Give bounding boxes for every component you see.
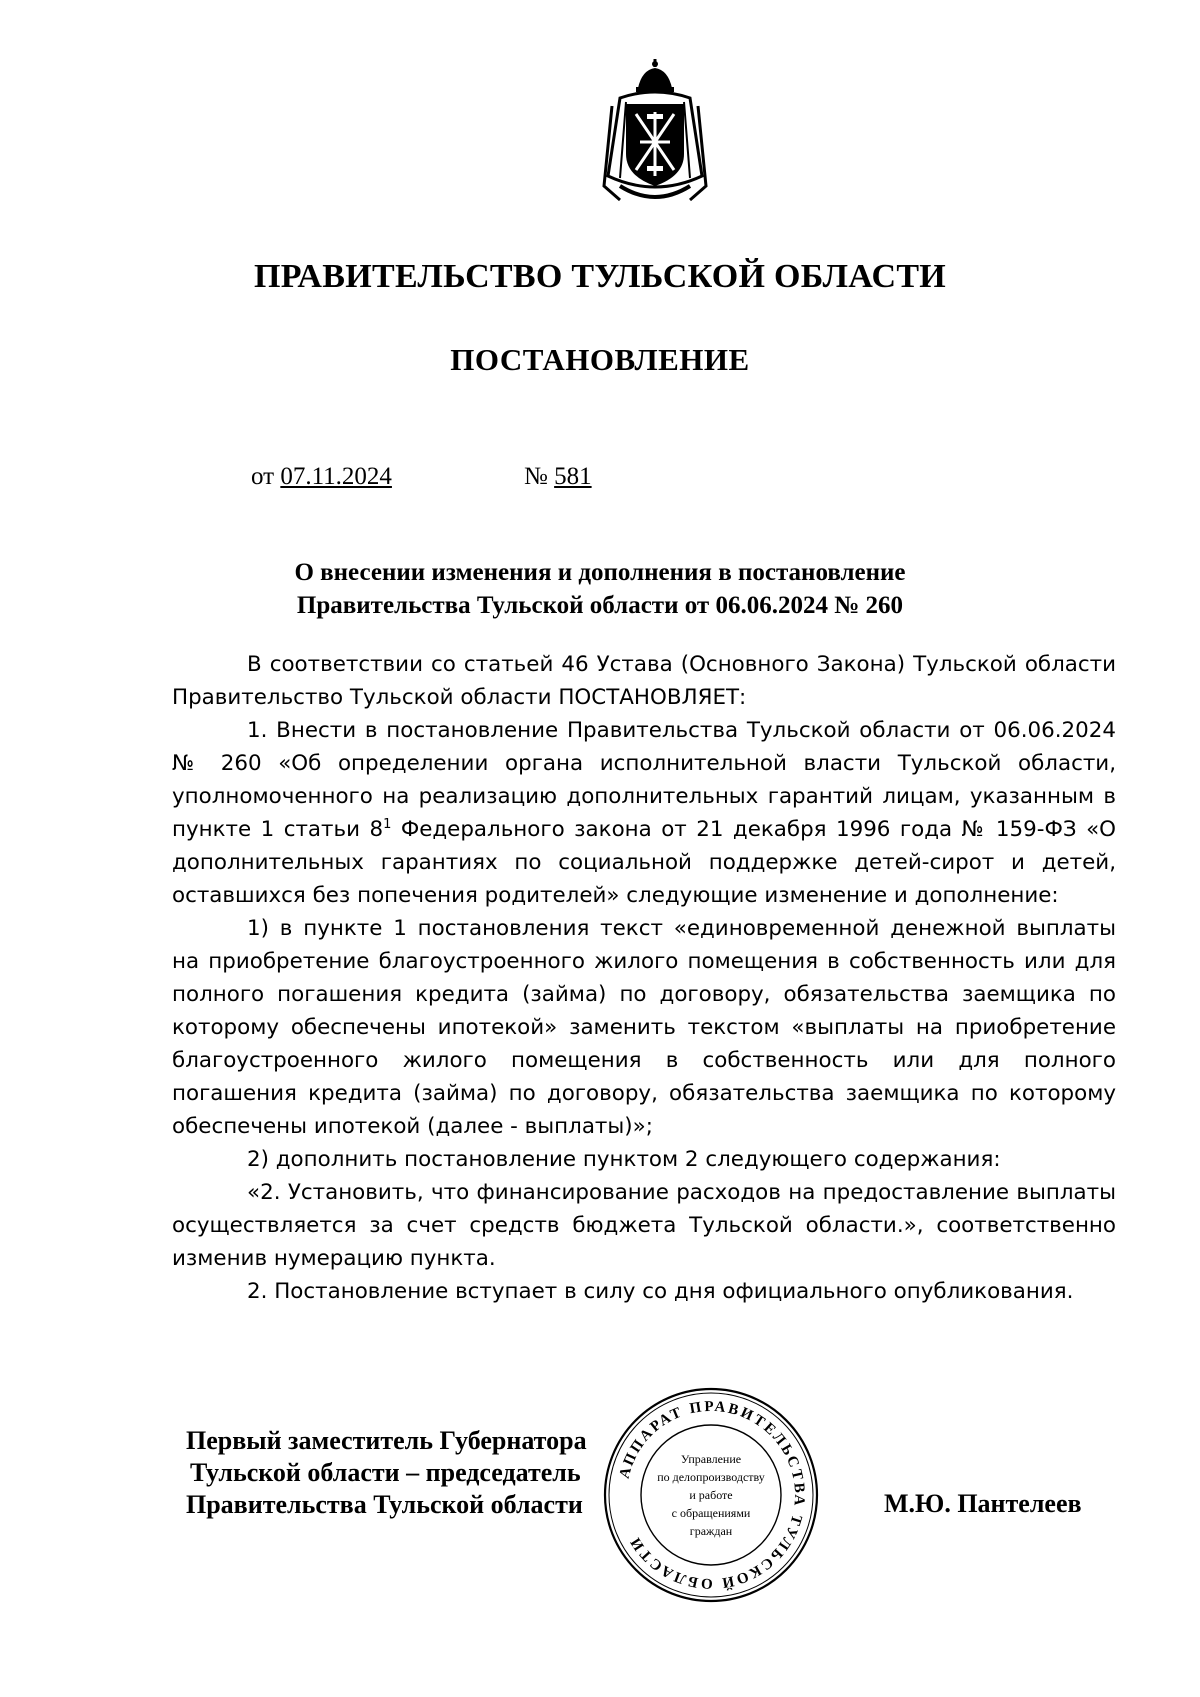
stamp-line-2: по делопроизводству [657,1470,765,1484]
signatory-line-3: Правительства Тульской области [186,1490,583,1519]
document-type: ПОСТАНОВЛЕНИЕ [450,342,750,377]
date-prefix: от [251,463,275,490]
body-paragraph-3: 1) в пункте 1 постановления текст «единовременной денежной выплаты на приобретение благоустроенного жилого помещения в собственность или для полного погашения кредита (займа) по договору, обязательства заемщика по которому обеспечены ипотекой» заменить текстом «выплаты на приобретение благоустроенного жилого помещения в собственность или для полного погашения кредита (займа) по договору, обязательства заемщика по которому обеспечены ипотекой (далее - выплаты)»; [172,916,1116,1139]
coat-of-arms-icon [590,58,720,208]
government-title: ПРАВИТЕЛЬСТВО ТУЛЬСКОЙ ОБЛАСТИ [253,258,947,295]
signatory-line-1: Первый заместитель Губернатора [186,1426,587,1455]
document-date [251,463,392,491]
number-prefix: № [524,463,548,490]
stamp-line-5: граждан [689,1524,733,1538]
document-number [524,463,592,491]
body-paragraph-2 [172,714,1116,912]
body-paragraph-4: 2) дополнить постановление пунктом 2 следующего содержания: [247,1147,1001,1172]
stamp-line-4: с обращениями [671,1506,751,1520]
stamp-ring-text: АППАРАТ ПРАВИТЕЛЬСТВА ТУЛЬСКОЙ ОБЛАСТИ [616,1398,808,1592]
signatory-position [186,1425,587,1521]
signatory-name: М.Ю. Пантелеев [884,1489,1082,1518]
number-value: 581 [554,463,592,490]
subject-line-2: Правительства Тульской области от 06.06.2024 № 260 [296,592,904,619]
stamp-line-1: Управление [680,1452,742,1466]
article-superscript: 1 [383,817,392,832]
body-paragraph-2-text-b: Федерального закона от 21 декабря 1996 года № 159-ФЗ «О дополнительных гарантиях по социальной поддержке детей-сирот и детей, оставшихся без попечения родителей» следующие изменение и дополнение: [172,817,1116,908]
body-paragraph-5: «2. Установить, что финансирование расходов на предоставление выплаты осуществляется за счет средств бюджета Тульской области.», соответственно изменив нумерацию пункта. [172,1180,1116,1271]
stamp-line-3: и работе [689,1488,733,1502]
date-value: 07.11.2024 [280,463,392,490]
subject-line-1: О внесении изменения и дополнения в постановление [294,559,906,586]
document-subject [200,556,1000,622]
signatory-line-2: Тульской области – председатель [190,1458,581,1487]
body-paragraph-1: В соответствии со статьей 46 Устава (Основного Закона) Тульской области Правительство Тульской области ПОСТАНОВЛЯЕТ: [172,652,1116,710]
body-paragraph-6: 2. Постановление вступает в силу со дня официального опубликования. [247,1279,1074,1304]
official-stamp [601,1385,821,1605]
body-paragraph-2-text-a: 1. Внести в постановление Правительства Тульской области от 06.06.2024 № 260 «Об определении органа исполнительной власти Тульской области, уполномоченного на реализацию дополнительных гарантий лицам, указанным в пункте 1 статьи 8 [172,718,1116,842]
document-body [172,648,1116,1308]
